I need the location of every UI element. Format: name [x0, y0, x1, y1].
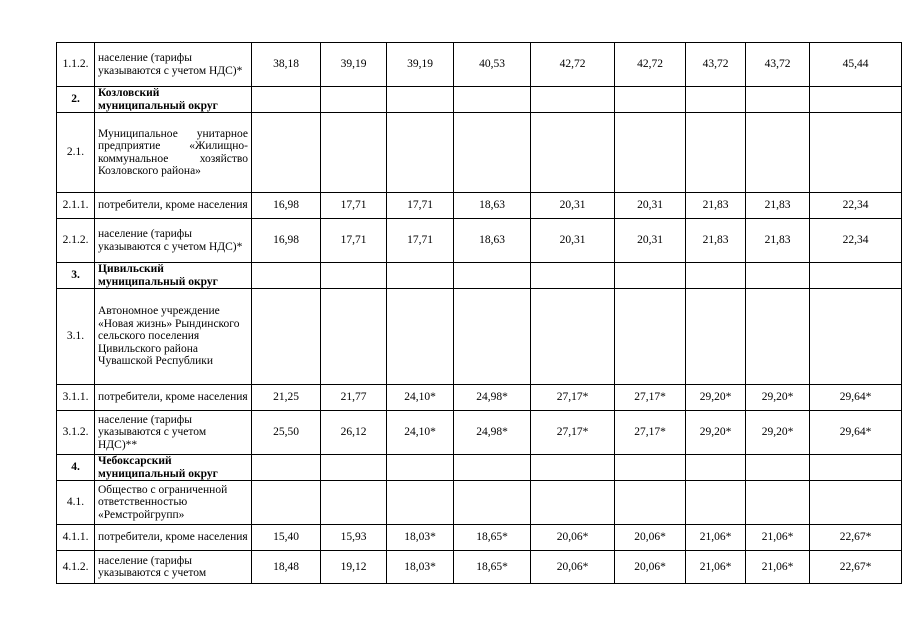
tariff-value-cell — [615, 263, 686, 289]
tariff-value-cell: 17,71 — [387, 193, 454, 219]
tariff-value-cell: 43,72 — [746, 43, 810, 87]
tariff-value-cell — [531, 289, 615, 385]
tariff-value-cell — [454, 455, 531, 481]
tariff-value-cell: 45,44 — [810, 43, 902, 87]
tariff-value-cell: 29,20* — [746, 385, 810, 411]
row-name: Автономное учреждение «Новая жизнь» Рындинского сельского поселения Цивильского района Чувашской Республики — [95, 289, 252, 385]
tariff-value-cell — [746, 289, 810, 385]
tariff-value-cell: 26,12 — [321, 411, 387, 455]
tariff-value-cell: 40,53 — [454, 43, 531, 87]
tariff-value-cell: 20,06* — [615, 525, 686, 551]
tariff-value-cell — [686, 263, 746, 289]
tariff-value-cell: 24,98* — [454, 411, 531, 455]
tariff-value-cell — [252, 87, 321, 113]
tariff-value-cell: 15,93 — [321, 525, 387, 551]
row-name: Чебоксарский муниципальный округ — [95, 455, 252, 481]
tariff-value-cell: 17,71 — [321, 219, 387, 263]
row-name: население (тарифы указываются с учетом НДС)* — [95, 219, 252, 263]
tariff-value-cell — [615, 455, 686, 481]
tariff-value-cell: 21,83 — [746, 193, 810, 219]
tariff-value-cell — [810, 481, 902, 525]
tariff-value-cell: 20,06* — [615, 551, 686, 584]
tariff-value-cell — [531, 481, 615, 525]
tariff-value-cell — [321, 481, 387, 525]
tariff-value-cell: 21,06* — [746, 551, 810, 584]
tariff-value-cell: 20,31 — [531, 193, 615, 219]
tariff-value-cell: 20,06* — [531, 525, 615, 551]
tariff-value-cell: 43,72 — [686, 43, 746, 87]
tariff-value-cell — [686, 481, 746, 525]
tariff-value-cell — [252, 263, 321, 289]
tariff-value-cell: 21,83 — [686, 193, 746, 219]
table-row — [57, 411, 902, 455]
table-body — [57, 43, 902, 584]
tariff-value-cell: 29,64* — [810, 411, 902, 455]
tariff-value-cell: 17,71 — [387, 219, 454, 263]
tariff-value-cell: 16,98 — [252, 193, 321, 219]
row-number: 4.1.1. — [57, 525, 95, 551]
tariff-value-cell: 25,50 — [252, 411, 321, 455]
tariff-value-cell: 21,25 — [252, 385, 321, 411]
tariff-value-cell: 18,65* — [454, 551, 531, 584]
tariff-value-cell — [387, 263, 454, 289]
tariff-value-cell: 20,31 — [531, 219, 615, 263]
tariff-value-cell: 29,20* — [686, 411, 746, 455]
tariff-value-cell: 42,72 — [531, 43, 615, 87]
row-name: потребители, кроме населения — [95, 525, 252, 551]
tariff-value-cell — [321, 113, 387, 193]
table-row — [57, 385, 902, 411]
tariff-value-cell — [252, 455, 321, 481]
row-name: население (тарифы указываются с учетом НДС)* — [95, 43, 252, 87]
tariff-value-cell — [321, 87, 387, 113]
tariff-value-cell: 27,17* — [615, 385, 686, 411]
tariff-value-cell — [387, 289, 454, 385]
tariff-value-cell: 18,03* — [387, 525, 454, 551]
tariff-value-cell: 27,17* — [615, 411, 686, 455]
tariff-value-cell — [746, 481, 810, 525]
tariff-value-cell: 15,40 — [252, 525, 321, 551]
tariff-value-cell — [810, 87, 902, 113]
row-name: потребители, кроме населения — [95, 193, 252, 219]
tariff-value-cell: 27,17* — [531, 385, 615, 411]
tariff-value-cell: 22,67* — [810, 551, 902, 584]
tariff-value-cell: 20,31 — [615, 193, 686, 219]
tariff-value-cell — [252, 289, 321, 385]
tariff-value-cell — [531, 455, 615, 481]
tariff-value-cell — [387, 87, 454, 113]
tariff-value-cell: 18,03* — [387, 551, 454, 584]
tariff-value-cell — [615, 87, 686, 113]
tariff-value-cell: 18,63 — [454, 193, 531, 219]
tariff-value-cell — [387, 455, 454, 481]
tariff-value-cell: 29,64* — [810, 385, 902, 411]
tariff-value-cell: 24,10* — [387, 385, 454, 411]
tariff-value-cell: 24,98* — [454, 385, 531, 411]
tariff-value-cell — [454, 87, 531, 113]
tariff-value-cell: 17,71 — [321, 193, 387, 219]
tariff-value-cell — [321, 455, 387, 481]
tariff-value-cell — [746, 455, 810, 481]
tariff-value-cell: 18,63 — [454, 219, 531, 263]
tariff-value-cell: 42,72 — [615, 43, 686, 87]
row-number: 4.1.2. — [57, 551, 95, 584]
row-number: 4. — [57, 455, 95, 481]
row-number: 2.1.2. — [57, 219, 95, 263]
row-name: население (тарифы указываются с учетом — [95, 551, 252, 584]
tariff-value-cell — [387, 113, 454, 193]
table-row — [57, 525, 902, 551]
tariff-value-cell: 20,06* — [531, 551, 615, 584]
tariff-value-cell — [454, 113, 531, 193]
tariff-value-cell — [321, 263, 387, 289]
table-row — [57, 551, 902, 584]
table-row — [57, 289, 902, 385]
tariff-value-cell — [686, 289, 746, 385]
row-number: 3.1. — [57, 289, 95, 385]
table-row — [57, 193, 902, 219]
tariff-value-cell — [810, 455, 902, 481]
tariff-value-cell — [387, 481, 454, 525]
tariff-value-cell: 29,20* — [746, 411, 810, 455]
tariff-value-cell — [252, 113, 321, 193]
tariff-value-cell — [686, 113, 746, 193]
tariff-value-cell: 39,19 — [387, 43, 454, 87]
tariff-value-cell: 22,34 — [810, 193, 902, 219]
table-row — [57, 43, 902, 87]
tariff-value-cell — [810, 289, 902, 385]
tariff-value-cell — [615, 289, 686, 385]
tariff-value-cell: 27,17* — [531, 411, 615, 455]
tariff-value-cell: 22,67* — [810, 525, 902, 551]
tariff-value-cell — [615, 113, 686, 193]
tariff-value-cell: 29,20* — [686, 385, 746, 411]
tariff-value-cell: 20,31 — [615, 219, 686, 263]
tariff-value-cell: 16,98 — [252, 219, 321, 263]
table-row — [57, 481, 902, 525]
row-name: Муниципальное унитарное предприятие «Жилищно-коммунальное хозяйство Козловского района» — [95, 113, 252, 193]
row-number: 3.1.1. — [57, 385, 95, 411]
tariff-value-cell — [531, 263, 615, 289]
row-number: 2.1.1. — [57, 193, 95, 219]
table-row — [57, 87, 902, 113]
tariff-value-cell — [252, 481, 321, 525]
table-row — [57, 263, 902, 289]
tariff-value-cell: 39,19 — [321, 43, 387, 87]
row-number: 1.1.2. — [57, 43, 95, 87]
tariff-value-cell: 19,12 — [321, 551, 387, 584]
tariff-value-cell: 24,10* — [387, 411, 454, 455]
row-number: 2.1. — [57, 113, 95, 193]
row-name: потребители, кроме населения — [95, 385, 252, 411]
tariff-value-cell — [531, 87, 615, 113]
row-name: Козловский муниципальный округ — [95, 87, 252, 113]
tariff-value-cell — [746, 263, 810, 289]
tariff-value-cell: 21,83 — [746, 219, 810, 263]
table-row — [57, 113, 902, 193]
tariff-value-cell: 21,77 — [321, 385, 387, 411]
tariff-value-cell — [746, 87, 810, 113]
row-name: Общество с ограниченной ответственностью «Ремстройгрупп» — [95, 481, 252, 525]
tariff-value-cell: 21,06* — [686, 551, 746, 584]
tariff-value-cell: 21,06* — [686, 525, 746, 551]
tariff-value-cell — [615, 481, 686, 525]
tariff-value-cell — [686, 87, 746, 113]
tariff-value-cell: 21,06* — [746, 525, 810, 551]
table-row — [57, 455, 902, 481]
tariff-value-cell — [810, 113, 902, 193]
tariff-value-cell — [531, 113, 615, 193]
tariff-value-cell — [686, 455, 746, 481]
row-number: 3.1.2. — [57, 411, 95, 455]
row-number: 3. — [57, 263, 95, 289]
row-number: 2. — [57, 87, 95, 113]
table-row — [57, 219, 902, 263]
tariff-value-cell: 18,48 — [252, 551, 321, 584]
row-name: Цивильский муниципальный округ — [95, 263, 252, 289]
tariff-value-cell — [454, 481, 531, 525]
row-name: население (тарифы указываются с учетом НДС)** — [95, 411, 252, 455]
tariff-value-cell — [321, 289, 387, 385]
tariff-value-cell — [810, 263, 902, 289]
tariff-value-cell: 38,18 — [252, 43, 321, 87]
tariff-table — [56, 42, 902, 584]
row-number: 4.1. — [57, 481, 95, 525]
tariff-value-cell: 18,65* — [454, 525, 531, 551]
tariff-value-cell — [454, 263, 531, 289]
tariff-value-cell — [746, 113, 810, 193]
tariff-value-cell — [454, 289, 531, 385]
tariff-value-cell: 21,83 — [686, 219, 746, 263]
tariff-value-cell: 22,34 — [810, 219, 902, 263]
